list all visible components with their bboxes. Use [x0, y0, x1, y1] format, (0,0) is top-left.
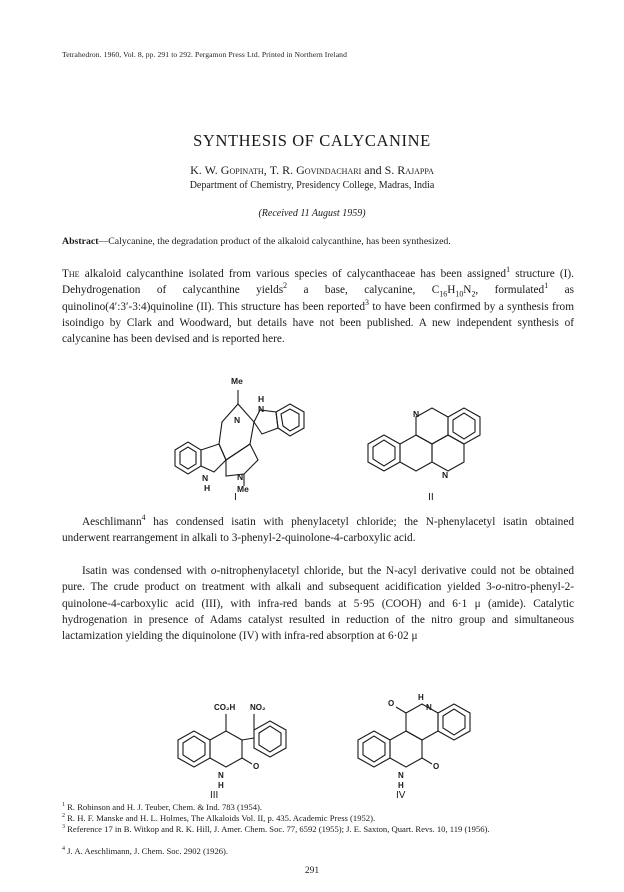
atom-label: H — [418, 693, 424, 702]
footnote-text: R. Robinson and H. J. Teuber, Chem. & Ind. 783 (1954). — [67, 802, 263, 812]
footnote-text: J. A. Aeschlimann, J. Chem. Soc. 2902 (1926). — [67, 846, 229, 856]
atom-label: O — [253, 762, 260, 771]
text-run: -nitrophenylacetyl chloride, but the N-acyl derivative could not be obtained pure. The crude product on treatment with alkali and subsequent acidification yielded 3- — [62, 565, 574, 594]
structure-I-ring — [281, 409, 299, 431]
text-run: has condensed isatin with phenylacetyl chloride; the N-phenylacetyl isatin obtained underwent rearrangement in alkali to 3-phenyl-2-quinolone-4-carboxylic acid. — [62, 516, 574, 545]
atom-label: O — [388, 699, 395, 708]
footnote-number: 1 — [62, 802, 66, 809]
footnote-1 — [62, 802, 574, 813]
footnote-3 — [62, 824, 574, 835]
text-run: H — [447, 284, 456, 297]
structure-II-ring — [416, 408, 448, 444]
ref-marker: 4 — [141, 513, 146, 523]
ref-marker: 1 — [506, 265, 511, 275]
text-run: Aeschlimann — [82, 516, 142, 528]
structure-II-ring — [400, 435, 432, 471]
atom-label: N — [413, 409, 420, 419]
atom-label: N — [442, 470, 449, 480]
author-1: K. W. Gopinath, — [190, 163, 267, 177]
atom-label: N — [202, 473, 209, 483]
structure-II-label: II — [428, 491, 434, 503]
text-run: a base, calycanine, C — [287, 284, 440, 297]
paragraph-1 — [62, 266, 574, 347]
structure-IV-bond — [422, 758, 432, 764]
structure-III-bond — [242, 738, 254, 740]
structure-I-ring — [180, 447, 196, 469]
atom-label: NO₂ — [250, 703, 266, 712]
atom-label: Me — [231, 376, 243, 386]
footnote-number: 2 — [62, 813, 66, 820]
affiliation: Department of Chemistry, Presidency College, Madras, India — [189, 180, 435, 191]
atom-label: CO₂H — [214, 703, 236, 712]
abstract — [62, 236, 574, 247]
atom-label: H — [258, 394, 265, 404]
structure-IV-ring — [443, 709, 465, 735]
text-run: , formulated — [475, 284, 545, 297]
text-run: structure (I). Dehydrogenation of calycanthine yields — [62, 268, 575, 297]
author-conjunction: and — [364, 163, 382, 177]
structure-II-ring — [373, 440, 395, 466]
paragraph-3 — [62, 563, 574, 644]
structure-I-ring — [201, 444, 226, 472]
text-run: N — [463, 284, 472, 297]
subscript: 16 — [439, 289, 448, 299]
structure-IV-ring — [406, 704, 438, 740]
structure-IV-label: IV — [396, 790, 406, 800]
text-run: as quinolino(4′:3′-3:4)quinoline (II). This structure has been reported — [62, 284, 574, 313]
text-run: alkaloid calycanthine isolated from various species of calycanthaceae has been assigned — [79, 268, 507, 280]
text-run: o — [495, 581, 502, 594]
footnote-text: Reference 17 in B. Witkop and R. K. Hill, J. Amer. Chem. Soc. 77, 6592 (1955); J. E. Saxton, Quart. Revs. 10, 119 (1956). — [67, 824, 490, 834]
ref-marker: 1 — [544, 281, 549, 291]
author-line — [0, 163, 624, 178]
structure-II-ring — [432, 435, 464, 471]
structure-III-ring — [183, 736, 205, 762]
structure-I-label: I — [234, 491, 237, 503]
footnote-number: 4 — [62, 846, 66, 853]
text-run: to have been confirmed by a synthesis from isoindigo by Clark and Woodward, but details have not been published. A new independent synthesis of calycanine has been devised and is reported here. — [62, 300, 574, 346]
page-number: 291 — [304, 866, 320, 876]
structure-III-label: III — [210, 790, 219, 800]
atom-label: N — [426, 703, 432, 712]
footnote-number: 3 — [62, 824, 66, 831]
text-run: o — [210, 565, 217, 577]
structures-III-IV — [0, 690, 624, 800]
structure-II-ring — [453, 413, 475, 439]
structure-I-ring — [219, 404, 254, 460]
atom-label: N — [258, 404, 265, 414]
atom-label: N — [234, 415, 241, 425]
footnote-2 — [62, 813, 574, 824]
article-title: SYNTHESIS OF CALYCANINE — [193, 131, 431, 150]
author-3: S. Rajappa — [384, 163, 434, 177]
running-head: Tetrahedron. 1960, Vol. 8, pp. 291 to 292. Pergamon Press Ltd. Printed in Northern Ireland — [62, 50, 347, 59]
atom-label: H — [204, 483, 211, 493]
structure-IV-bond — [396, 707, 406, 713]
footnote-4 — [62, 846, 574, 857]
structure-IV-ring — [390, 731, 422, 767]
structure-III-ring — [259, 726, 281, 752]
received-date — [0, 208, 624, 219]
atom-label: H — [398, 781, 404, 790]
structure-III-ring — [210, 731, 242, 767]
structures-I-II — [0, 360, 624, 510]
text-run: -nitro-phenyl-2-quinolone-4-carboxylic acid (III), with infra-red bands at 5·95 (COOH) and 6·1 μ (amide). Catalytic hydrogenation in presence of Adams catalyst resulted in reduction of the nitro group and simultaneous lactamization yielding the diquinolone (IV) with infra-red absorption at 6·02 μ — [62, 581, 574, 643]
ref-marker: 2 — [283, 281, 288, 291]
structure-IV-ring — [363, 736, 385, 762]
subscript: 2 — [471, 289, 476, 299]
author-2: T. R. Govindachari — [269, 163, 362, 177]
atom-label: Me — [237, 484, 249, 494]
atom-label: N — [237, 472, 244, 482]
text-run: Isatin was condensed with — [82, 565, 211, 577]
abstract-label: Abstract — [62, 236, 99, 247]
atom-label: N — [398, 771, 404, 780]
atom-label: H — [218, 781, 224, 790]
atom-label: N — [218, 771, 224, 780]
received-text: (Received 11 August 1959) — [258, 208, 366, 219]
abstract-text: —Calycanine, the degradation product of the alkaloid calycanthine, has been synthesized. — [98, 236, 451, 247]
paragraph-2 — [62, 514, 574, 547]
footnote-text: R. H. F. Manske and H. L. Holmes, The Alkaloids Vol. II, p. 435. Academic Press (1952). — [67, 813, 376, 823]
subscript: 10 — [455, 289, 464, 299]
ref-marker: 3 — [365, 297, 369, 307]
structure-III-bond — [242, 758, 252, 764]
atom-label: O — [433, 762, 440, 771]
paragraph-lead: The — [62, 268, 80, 280]
